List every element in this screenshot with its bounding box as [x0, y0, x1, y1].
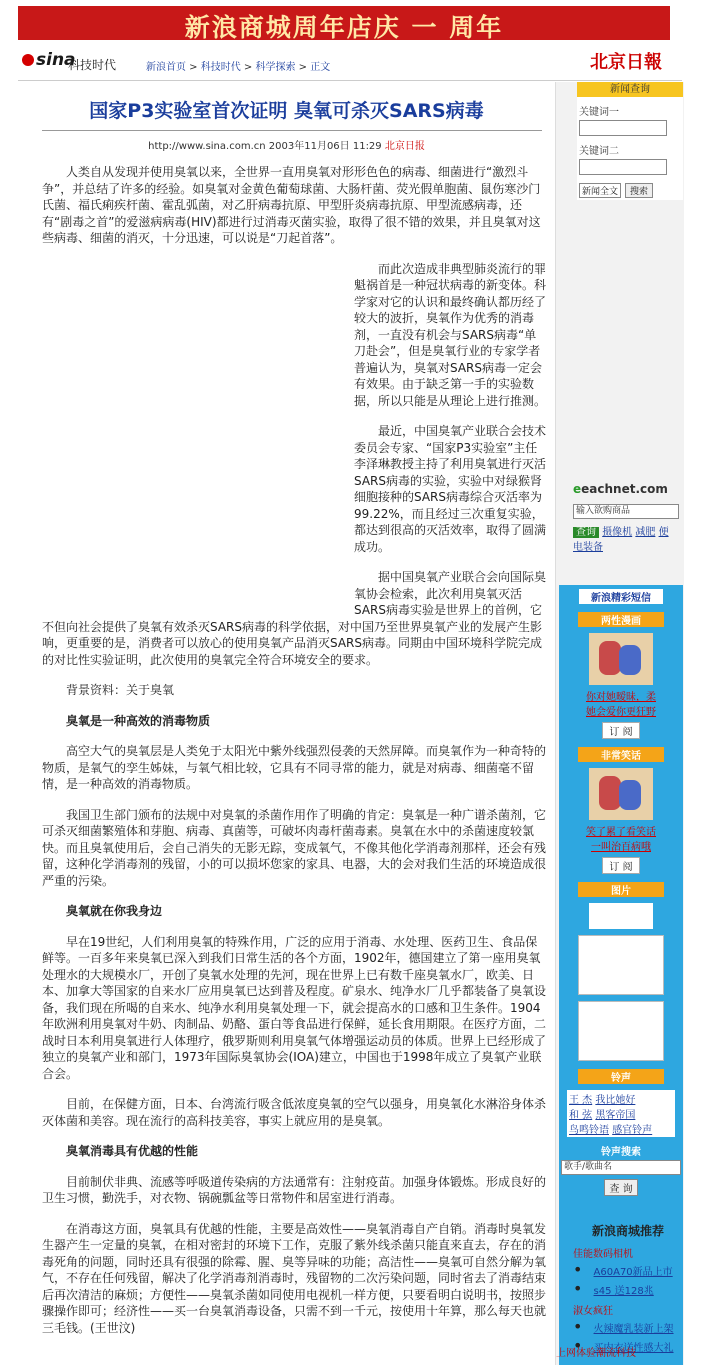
- paragraph: 人类自从发现并使用臭氧以来，全世界一直用臭氧对形形色色的病毒、细菌进行“激烈斗争”，并总结了许多的经验。如臭氧对金黄色葡萄球菌、大肠杆菌、荧光假单胞菌、鼠伤寒沙门氏菌、福氏痢疾杆菌、霍乱弧菌，对乙肝病毒抗原、甲型肝炎病毒抗原、甲型流感病毒，还有“剧毒之首”的爱滋病病毒(HIV)都进行过消毒灭菌实验，取得了很不错的效果，并且臭氧对这些病毒、细菌的消灭，十分迅速，可以说是“刀起首落”。: [42, 165, 541, 245]
- crumb-tech[interactable]: 科技时代: [200, 62, 241, 73]
- ringtone-link[interactable]: 和 弦: [569, 1110, 593, 1121]
- partner-logo[interactable]: 北京日報: [590, 52, 662, 73]
- title-divider: [42, 130, 542, 131]
- mall-title: 新浪商城推荐: [591, 1224, 664, 1238]
- right-rail: [555, 82, 684, 1365]
- promo-title: 非常笑话: [578, 747, 664, 762]
- paragraph: 而此次造成非典型肺炎流行的罪魁祸首是一种冠状病毒的新变体。科学家对它的认识和最终确认都历经了较大的波折，臭氧作为优秀的消毒剂，一直没有机会与SARS病毒“单刀赴会”，但是臭氧行业的专家学者普遍认为，臭氧对SARS病毒一定会有效果。由于缺乏第一手的实验数据，所以只能是从理论上进行推测。: [354, 261, 547, 408]
- promo-title: 铃声: [578, 1069, 664, 1084]
- article-meta: [18, 137, 555, 152]
- picture-placeholder[interactable]: [578, 1001, 664, 1061]
- promo-title: 图片: [578, 882, 664, 897]
- promo-link[interactable]: 你对她暧昧，柔: [586, 692, 656, 703]
- channel-name: 科技时代: [68, 58, 117, 72]
- keyword2-input[interactable]: [579, 159, 667, 175]
- paragraph: 据中国臭氧产业联合会向国际臭氧协会检索，此次利用臭氧灭活SARS病毒实验是世界上的首例，它不但向社会提供了臭氧有效杀灭SARS病毒的科学依据，对中国乃至世界臭氧产业的发展产生影响，更重要的是，消费者可以放心的使用臭氧产品消灭SARS病毒。同期由中国环境科学院完成的对比性实验证明，此次使用的臭氧完全符合环境安全的要求。: [42, 570, 547, 667]
- mall-item[interactable]: A60A70新品上市: [593, 1267, 673, 1278]
- sina-logo[interactable]: sina: [22, 50, 76, 70]
- news-search-title: 新闻查询: [577, 82, 683, 97]
- keyword1-label: 关键词一: [579, 107, 619, 118]
- eachnet-widget: [573, 482, 681, 553]
- ringtone-link[interactable]: 鸟鸣铃语: [569, 1125, 609, 1136]
- section-heading: 臭氧是一种高效的消毒物质: [66, 713, 211, 728]
- joke-image[interactable]: [589, 768, 653, 820]
- bottom-promo[interactable]: 上网体验潮流科技: [556, 1348, 636, 1359]
- eachnet-go-button[interactable]: 查询: [573, 527, 599, 538]
- eachnet-logo[interactable]: eeachnet.com: [573, 482, 668, 496]
- eachnet-link[interactable]: 减肥: [635, 527, 656, 538]
- article-title: 国家P3实验室首次证明 臭氧可杀灭SARS病毒: [89, 100, 484, 122]
- banner-text: 新浪商城周年店庆 一 周年: [184, 13, 504, 40]
- sina-eye-icon: [22, 54, 34, 66]
- ringtone-search-input[interactable]: 歌手/歌曲名: [561, 1160, 681, 1175]
- subscribe-button[interactable]: 订 阅: [602, 722, 640, 739]
- eachnet-link[interactable]: 摄像机: [602, 527, 633, 538]
- promo-title: 两性漫画: [578, 612, 664, 627]
- mall-recommend: [573, 1222, 683, 1355]
- mall-item[interactable]: 火辣魔乳装新上架: [593, 1324, 674, 1335]
- subscribe-button[interactable]: 订 阅: [602, 857, 640, 874]
- paragraph: 目前制伏非典、流感等呼吸道传染病的方法通常有：注射疫苗。加强身体锻炼。形成良好的卫生习惯，勤洗手，对衣物、锅碗瓢盆等日常物件和居室进行消毒。: [42, 1174, 547, 1205]
- paragraph: 早在19世纪，人们利用臭氧的特殊作用，广泛的应用于消毒、水处理、医药卫生、食品保鲜等。一百多年来臭氧已深入到我们日常生活的各个方面，1902年，德国建立了第一座用臭氧处理水的大规模水厂，开创了臭氧水处理的先河，现在世界上已有数千座臭氧水厂，欧美、日本、加拿大等国家的自来水厂应用臭氧已达到普及程度。矿泉水、纯净水厂几乎都装备了臭氧设备，我们现在所喝的自来水、纯净水利用臭氧处理一下，就会提高水的口感和卫生条件。1904年欧洲利用臭氧对牛奶、肉制品、奶酪、蛋白等食品进行保鲜，延长食用期限。在医疗方面，二战时日本利用臭氧进行人体理疗，俄罗斯则利用臭氧气体增强运动员的体质。世界上已经形成了独立的臭氧产业和部门，1973年国际臭氧协会(IOA)建立，中国也于1998年成立了臭氧产业联合会。: [42, 934, 547, 1081]
- ringtone-search-title: 铃声搜索: [601, 1147, 641, 1158]
- ringtone-link[interactable]: 王 杰: [569, 1095, 593, 1106]
- site-header: [18, 44, 682, 81]
- article-url[interactable]: http://www.sina.com.cn: [148, 141, 266, 152]
- article-source[interactable]: 北京日报: [384, 141, 425, 152]
- scope-select[interactable]: 新闻全文: [579, 183, 621, 198]
- keyword1-input[interactable]: [579, 120, 667, 136]
- promo-link[interactable]: 一叫治百病哦: [591, 842, 651, 853]
- paragraph: 高空大气的臭氧层是人类免于太阳光中紫外线强烈侵袭的天然屏障。而臭氧作为一种奇特的物质，是氧气的孪生姊妹，与氧气相比较，它具有不同寻常的能力，就是对病毒、细菌毫不留情，是一种高效的消毒物质。: [42, 744, 547, 791]
- article-body: [42, 164, 547, 1350]
- mall-category[interactable]: 佳能数码相机: [573, 1249, 633, 1260]
- mall-category[interactable]: 淑女疯狂: [573, 1306, 613, 1317]
- search-button[interactable]: 搜索: [625, 183, 653, 198]
- paragraph: 我国卫生部门颁布的法规中对臭氧的杀菌作用作了明确的肯定：臭氧是一种广谱杀菌剂，它可杀灭细菌繁殖体和芽胞、病毒、真菌等，可破坏肉毒杆菌毒素。臭氧在水中的杀菌速度较氯快。而且臭氧使用后，会自己消失的无影无踪，变成氧气，不像其他化学消毒剂那样，还会有残留，这种化学消毒剂的残留，小的可以损坏您家的家具、电器，大的会对我们生活的环境造成很严重的污染。: [42, 807, 547, 888]
- crumb-current: 正文: [310, 62, 331, 73]
- eachnet-link[interactable]: 电装备: [573, 542, 603, 553]
- news-search: [577, 82, 683, 200]
- breadcrumb: 新浪首页 > 科技时代 > 科学探索 > 正文: [146, 62, 331, 73]
- article-date: 2003年11月06日 11:29: [268, 141, 382, 152]
- promo-banner[interactable]: [18, 6, 670, 40]
- paragraph: 在消毒这方面，臭氧具有优越的性能，主要是高效性——臭氧消毒自产自销。消毒时臭氧发生器产生一定量的臭氧，在相对密封的环境下工作，克服了紫外线杀菌只能直来直去，存在的消毒死角的问题，同时还具有很强的除霉、腥、臭等异味的功能；高洁性——臭氧可自然分解为氧气，不存在任何残留，解决了化学消毒剂消毒时，残留物的二次污染问题，同时省去了消毒结束后再次清洁的麻烦；方便性——臭氧杀菌如同使用电视机一样方便，只要看明白说明书，按照步骤操作即可；经济性——买一台臭氧消毒设备，只需不到一千元，按使用十年算，那么每天也就三毛钱。(王世汶): [42, 1221, 547, 1335]
- picture-placeholder[interactable]: [589, 903, 653, 929]
- promo-link[interactable]: 笑了累了看笑话: [586, 827, 656, 838]
- picture-placeholder[interactable]: [578, 935, 664, 995]
- keyword2-label: 关键词二: [579, 146, 619, 157]
- section-heading: 臭氧就在你我身边: [66, 904, 163, 918]
- crumb-home[interactable]: 新浪首页: [146, 62, 186, 73]
- comic-image[interactable]: [589, 633, 653, 685]
- crumb-science[interactable]: 科学探索: [255, 62, 296, 73]
- ringtone-search-button[interactable]: 查 询: [604, 1179, 638, 1196]
- section-heading: 臭氧消毒具有优越的性能: [66, 1144, 199, 1158]
- paragraph: 最近，中国臭氧产业联合会技术委员会专家、“国家P3实验室”主任李泽琳教授主持了利用臭氧进行灭活SARS病毒的实验，实验中对绿猴肾细胞接种的SARS病毒综合灭活率为99.22%，而且经过三次重复实验，都达到很高的灭活效率，取得了圆满成功。: [354, 424, 547, 554]
- ad-space: [42, 523, 354, 611]
- ringtone-list: [567, 1090, 675, 1137]
- mall-item[interactable]: 买内衣送性感大礼: [593, 1343, 674, 1354]
- promo-tab[interactable]: 新浪精彩短信: [579, 589, 663, 604]
- ringtone-link[interactable]: 感官铃声: [612, 1125, 653, 1136]
- ringtone-link[interactable]: 黑客帝国: [595, 1110, 636, 1121]
- article-column: [18, 82, 555, 1365]
- ad-space: [42, 261, 354, 523]
- ringtone-link[interactable]: 我比她好: [595, 1095, 636, 1106]
- paragraph: 目前，在保健方面，日本、台湾流行吸含低浓度臭氧的空气以强身，用臭氧化水淋浴身体杀灭体菌和美容。现在流行的高科技美容，事实上就应用的是臭氧。: [42, 1097, 547, 1128]
- background-label: 背景资料：关于臭氧: [66, 683, 175, 697]
- promo-link[interactable]: 她会爱你更狂野: [586, 707, 656, 718]
- mall-item[interactable]: s45 送128兆: [593, 1286, 654, 1297]
- eachnet-search-input[interactable]: 输入欲购商品: [573, 504, 679, 519]
- eachnet-link[interactable]: 便: [658, 527, 669, 538]
